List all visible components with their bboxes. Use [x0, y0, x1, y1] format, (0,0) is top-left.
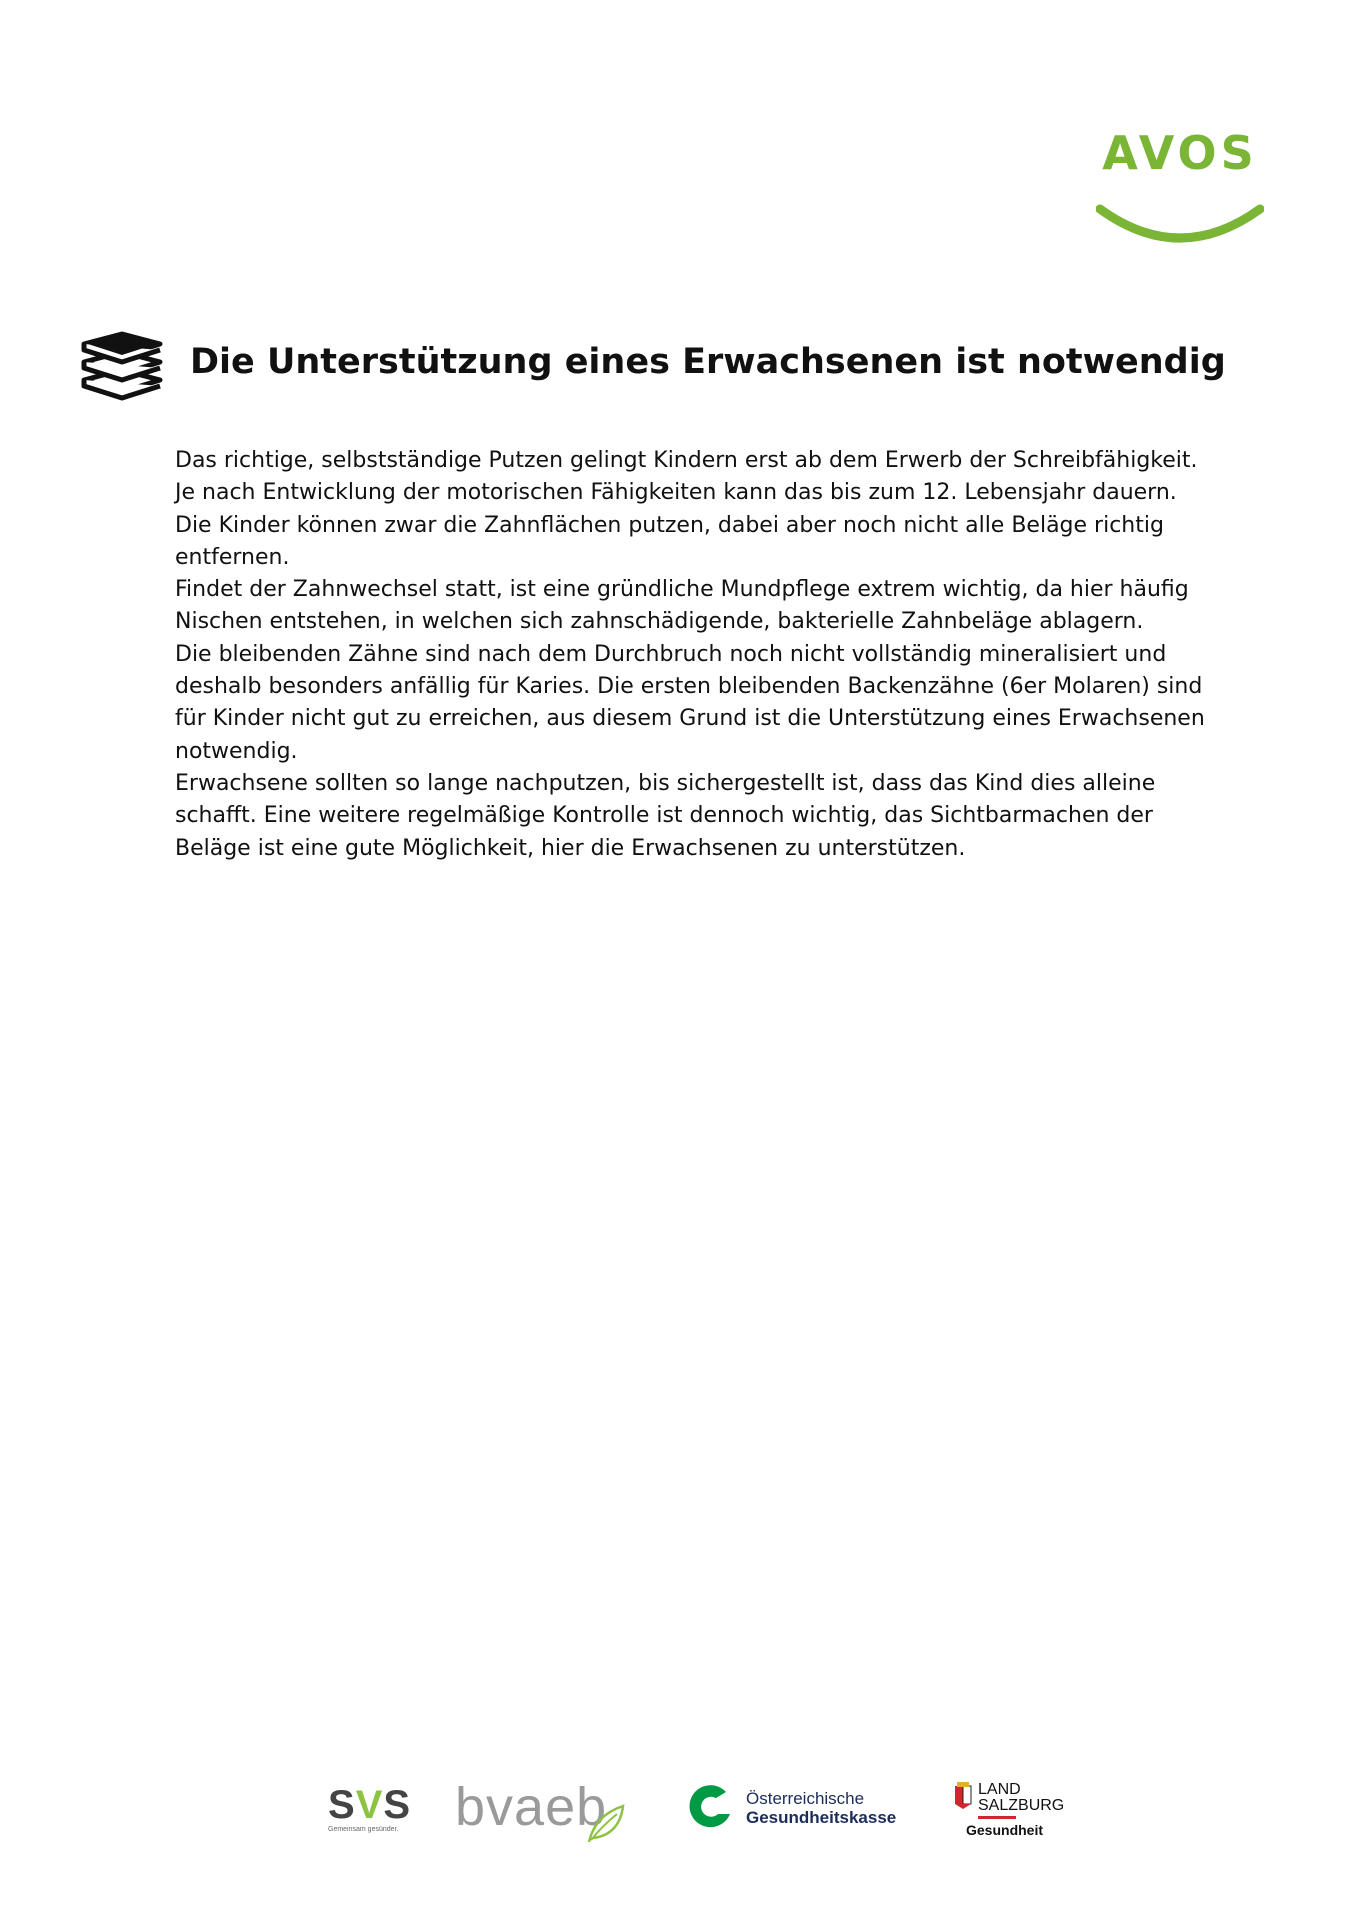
partner-logos [0, 1770, 1358, 1870]
svs-letter: S [328, 1783, 356, 1827]
oegk-line1: Österreichische [746, 1789, 865, 1808]
paragraph: Erwachsene sollten so lange nachputzen, bis sichergestellt ist, dass das Kind dies alleine schafft. Eine weitere regelmäßige Kontrolle ist dennoch wichtig, das Sichtbarmachen der Beläge ist eine gute Möglichkeit, hier die Erwachsenen zu unterstützen. [175, 770, 1156, 861]
oegk-logo [684, 1782, 896, 1834]
coat-of-arms-icon [954, 1782, 972, 1810]
salzburg-line3: Gesundheit [966, 1822, 1044, 1838]
svs-letter: S [383, 1783, 412, 1827]
salzburg-line2: SALZBURG [978, 1797, 1065, 1814]
oegk-ring-icon [684, 1782, 736, 1834]
body-text [175, 445, 1215, 865]
salzburg-line1: LAND [978, 1781, 1021, 1798]
paragraph: Die bleibenden Zähne sind nach dem Durchbruch noch nicht vollständig mineralisiert und deshalb besonders anfällig für Karies. Die ersten bleibenden Backenzähne (6er Molaren) sind für Kinder nicht gut zu erreichen, aus diesem Grund ist die Unterstützung eines Erwachsenen notwendig. [175, 641, 1205, 764]
section-heading [78, 322, 1226, 402]
smile-icon [1096, 203, 1264, 247]
page-title: Die Unterstützung eines Erwachsenen ist notwendig [190, 342, 1226, 382]
books-stack-icon [78, 322, 166, 402]
svs-logo [328, 1783, 412, 1833]
bvaeb-logo [455, 1776, 607, 1838]
paragraph: Die Kinder können zwar die Zahnflächen putzen, dabei aber noch nicht alle Beläge richtig entfernen. [175, 512, 1164, 570]
paragraph: Das richtige, selbstständige Putzen gelingt Kindern erst ab dem Erwerb der Schreibfähigkeit. Je nach Entwicklung der motorischen Fähigkeiten kann das bis zum 12. Lebensjahr dauern. [175, 448, 1198, 506]
oegk-line2: Gesundheitskasse [746, 1808, 897, 1827]
avos-logo-text: AVOS [1102, 126, 1258, 180]
leaf-icon [583, 1800, 627, 1846]
bvaeb-wordmark: bvaeb [455, 1777, 608, 1837]
avos-logo [1090, 125, 1270, 247]
svs-letter: V [355, 1783, 384, 1827]
svs-tagline: Gemeinsam gesünder. [328, 1826, 399, 1833]
paragraph: Findet der Zahnwechsel statt, ist eine gründliche Mundpflege extrem wichtig, da hier häufig Nischen entstehen, in welchen sich zahnschädigende, bakterielle Zahnbeläge ablagern. [175, 577, 1189, 635]
salzburg-divider [978, 1816, 1016, 1819]
land-salzburg-logo [954, 1782, 1064, 1838]
